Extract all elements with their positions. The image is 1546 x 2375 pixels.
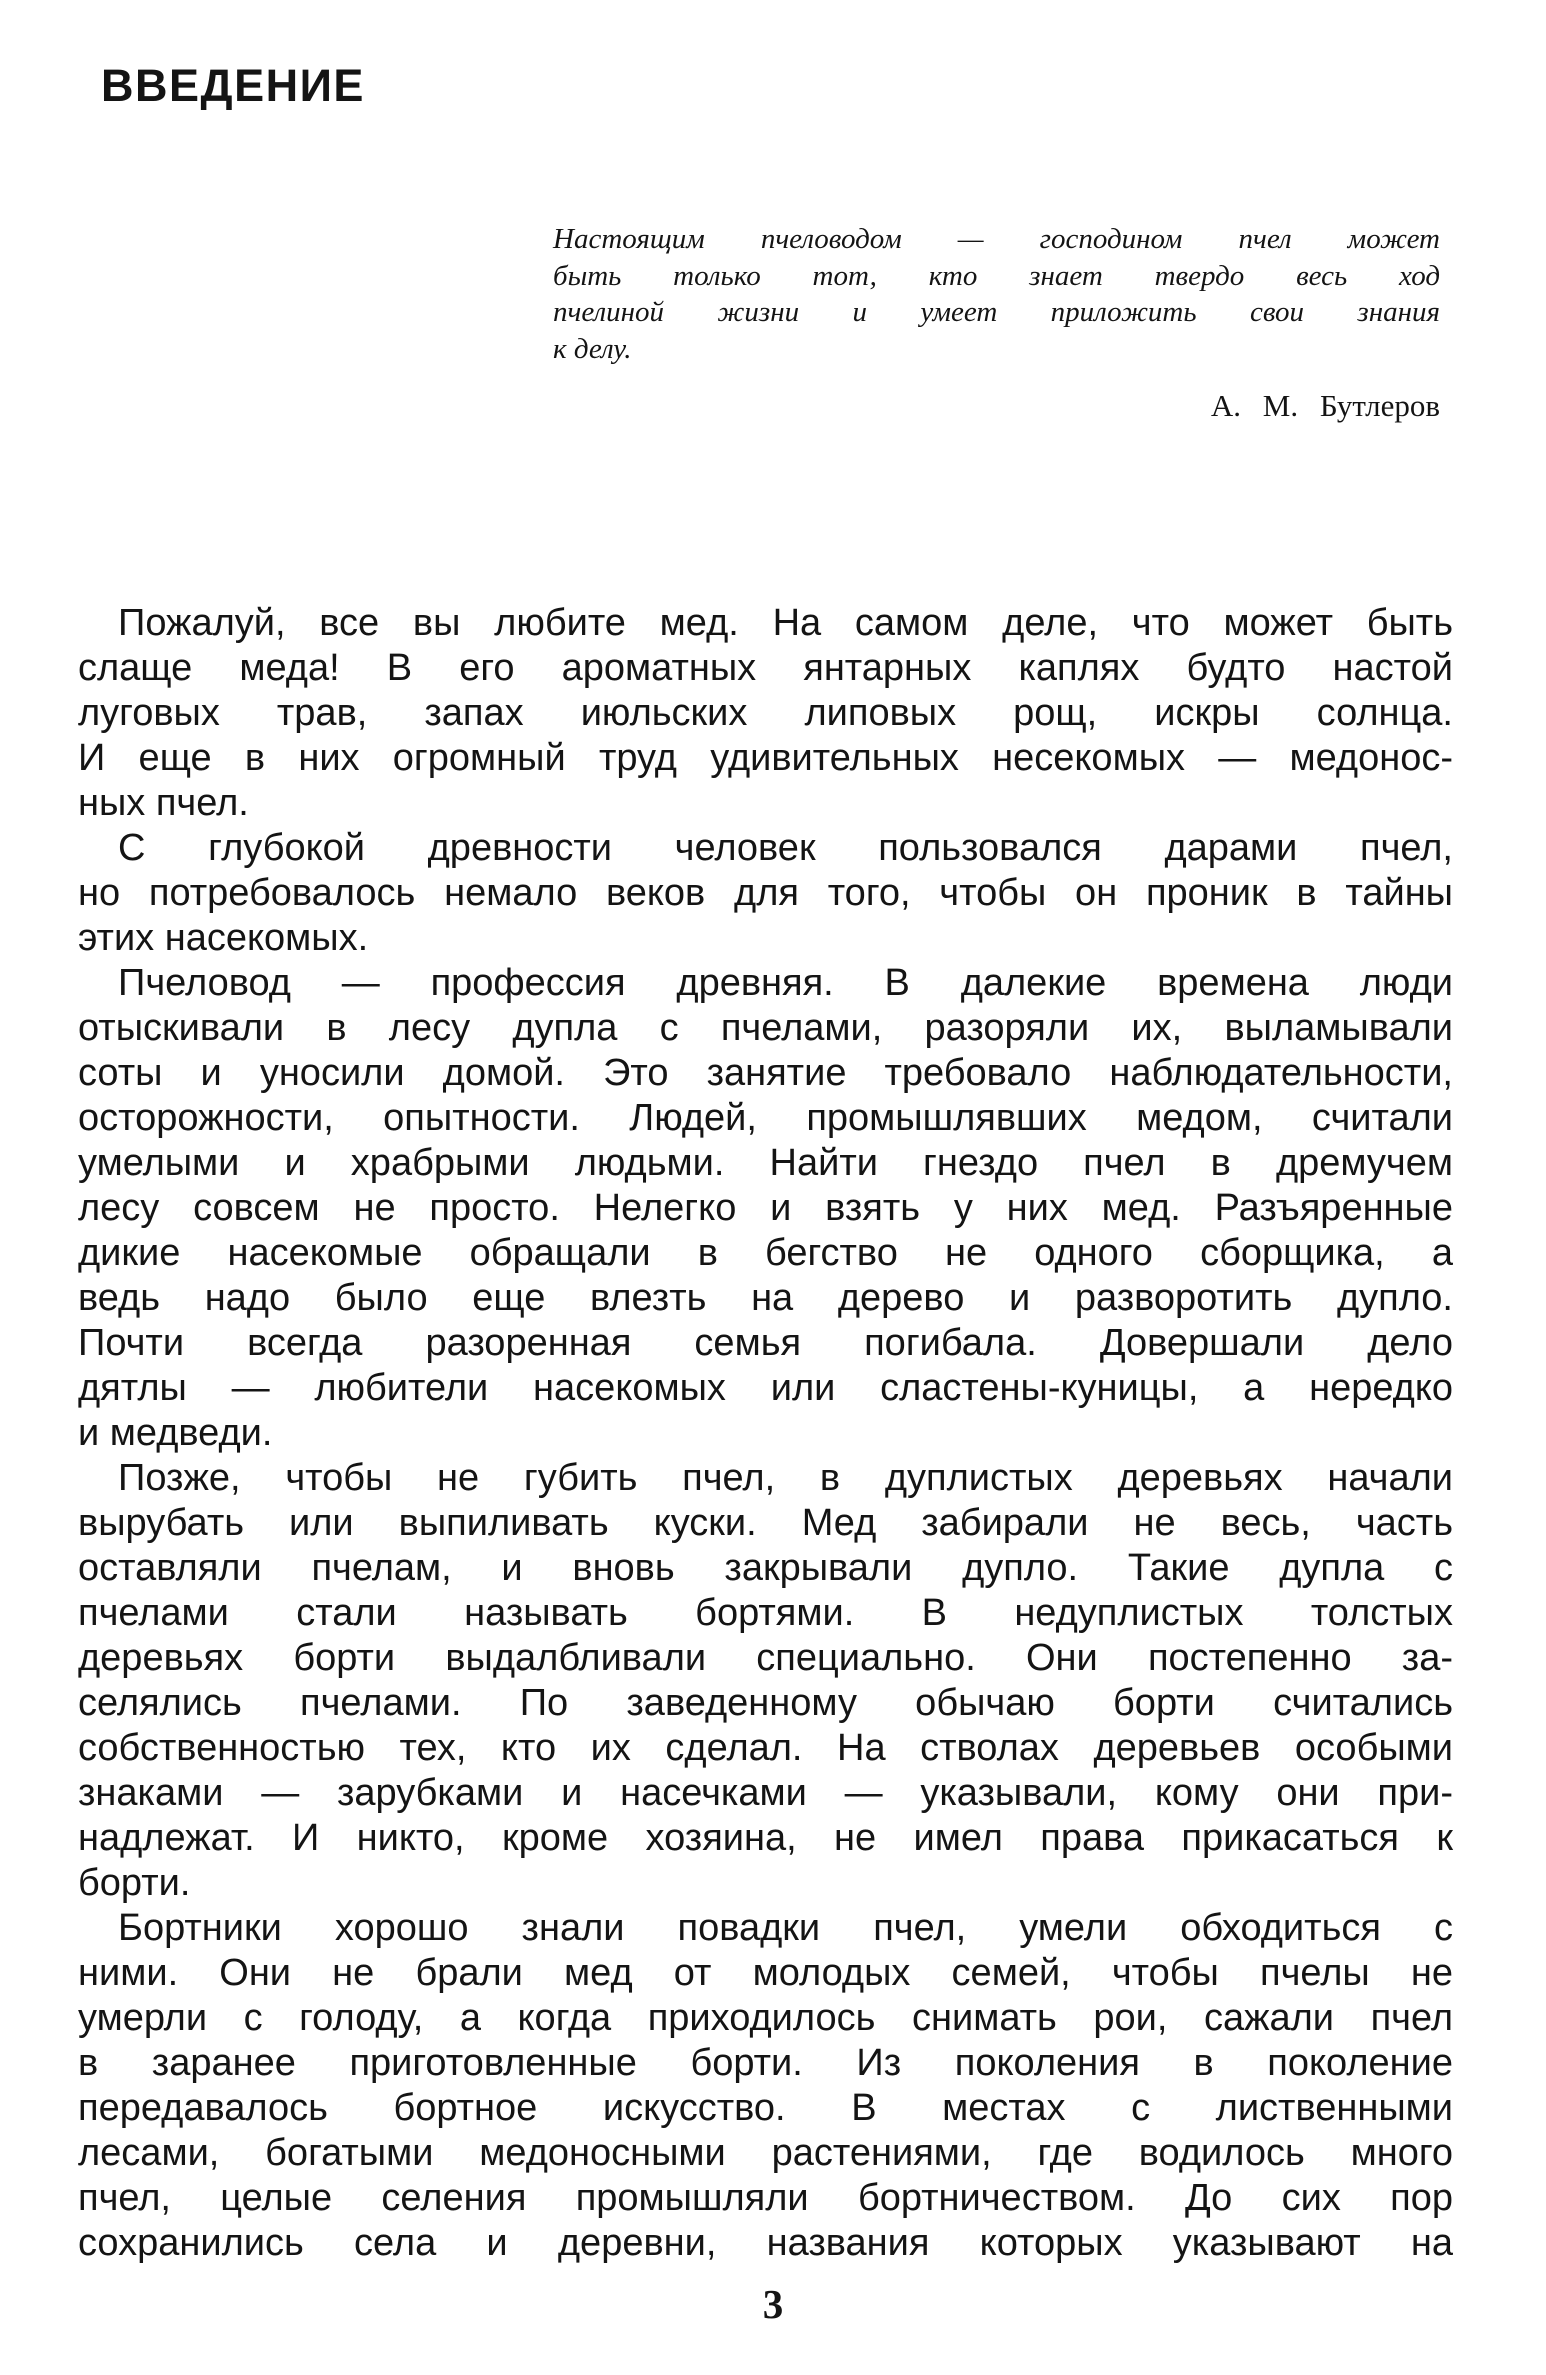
body-line: соты и уносили домой. Это занятие требовало наблюдательности, — [78, 1052, 1453, 1094]
body-line: Пчеловод — профессия древняя. В далекие времена люди — [118, 962, 1453, 1004]
body-line: пчел, целые селения промышляли бортничеством. До сих пор — [78, 2177, 1453, 2219]
body-line: деревьях борти выдалбливали специально. Они постепенно за- — [78, 1637, 1453, 1679]
body-line: селялись пчелами. По заведенному обычаю борти считались — [78, 1682, 1453, 1724]
body-line: И еще в них огромный труд удивительных несекомых — медонос- — [78, 737, 1453, 779]
body-line: борти. — [78, 1862, 191, 1904]
body-line: этих насекомых. — [78, 917, 369, 959]
body-line: С глубокой древности человек пользовался дарами пчел, — [118, 827, 1453, 869]
epigraph-attribution: А. М. Бутлеров — [1210, 388, 1440, 423]
epigraph-line: Настоящим пчеловодом — господином пчел может — [553, 223, 1440, 255]
body-line: Пожалуй, все вы любите мед. На самом деле, что может быть — [118, 602, 1453, 644]
body-line: осторожности, опытности. Людей, промышлявших медом, считали — [78, 1097, 1453, 1139]
page-title: ВВЕДЕНИЕ — [101, 60, 365, 111]
body-line: Почти всегда разоренная семья погибала. Довершали дело — [78, 1322, 1453, 1364]
epigraph-line: к делу. — [553, 332, 632, 365]
body-line: умерли с голоду, а когда приходилось снимать рои, сажали пчел — [78, 1997, 1453, 2039]
body-line: дятлы — любители насекомых или сластены-куницы, а нередко — [78, 1367, 1453, 1409]
body-line: сохранились села и деревни, названия которых указывают на — [78, 2222, 1453, 2264]
body-line: луговых трав, запах июльских липовых рощ, искры солнца. — [78, 692, 1453, 734]
body-line: оставляли пчелам, и вновь закрывали дупло. Такие дупла с — [78, 1547, 1453, 1589]
body-text — [78, 601, 1453, 2266]
page-number: 3 — [762, 2281, 784, 2327]
epigraph — [553, 221, 1440, 367]
epigraph-line: быть только тот, кто знает твердо весь ход — [553, 259, 1440, 292]
body-line: но потребовалось немало веков для того, чтобы он проник в тайны — [78, 872, 1453, 914]
body-line: слаще меда! В его ароматных янтарных каплях будто настой — [78, 647, 1453, 689]
body-line: Бортники хорошо знали повадки пчел, умели обходиться с — [118, 1907, 1453, 1949]
body-line: дикие насекомые обращали в бегство не одного сборщика, а — [78, 1232, 1453, 1274]
body-line: передавалось бортное искусство. В местах с лиственными — [78, 2087, 1453, 2129]
body-line: лесами, богатыми медоносными растениями, где водилось много — [78, 2132, 1453, 2174]
body-line: ними. Они не брали мед от молодых семей, чтобы пчелы не — [78, 1952, 1453, 1994]
body-line: пчелами стали называть бортями. В недуплистых толстых — [78, 1592, 1453, 1634]
body-line: собственностью тех, кто их сделал. На стволах деревьев особыми — [78, 1727, 1453, 1769]
body-line: Позже, чтобы не губить пчел, в дуплистых деревьях начали — [118, 1457, 1453, 1499]
body-line: умелыми и храбрыми людьми. Найти гнездо пчел в дремучем — [78, 1142, 1453, 1184]
body-line: лесу совсем не просто. Нелегко и взять у них мед. Разъяренные — [78, 1187, 1453, 1229]
body-line: знаками — зарубками и насечками — указывали, кому они при- — [78, 1772, 1453, 1814]
body-line: и медведи. — [78, 1412, 273, 1454]
body-line: отыскивали в лесу дупла с пчелами, разоряли их, выламывали — [78, 1007, 1453, 1049]
body-line: вырубать или выпиливать куски. Мед забирали не весь, часть — [78, 1502, 1453, 1544]
epigraph-line: пчелиной жизни и умеет приложить свои знания — [553, 296, 1440, 329]
body-line: ведь надо было еще влезть на дерево и разворотить дупло. — [78, 1277, 1453, 1319]
body-line: надлежат. И никто, кроме хозяина, не имел права прикасаться к — [78, 1817, 1453, 1859]
body-line: ных пчел. — [78, 782, 249, 824]
body-line: в заранее приготовленные борти. Из поколения в поколение — [78, 2042, 1453, 2084]
